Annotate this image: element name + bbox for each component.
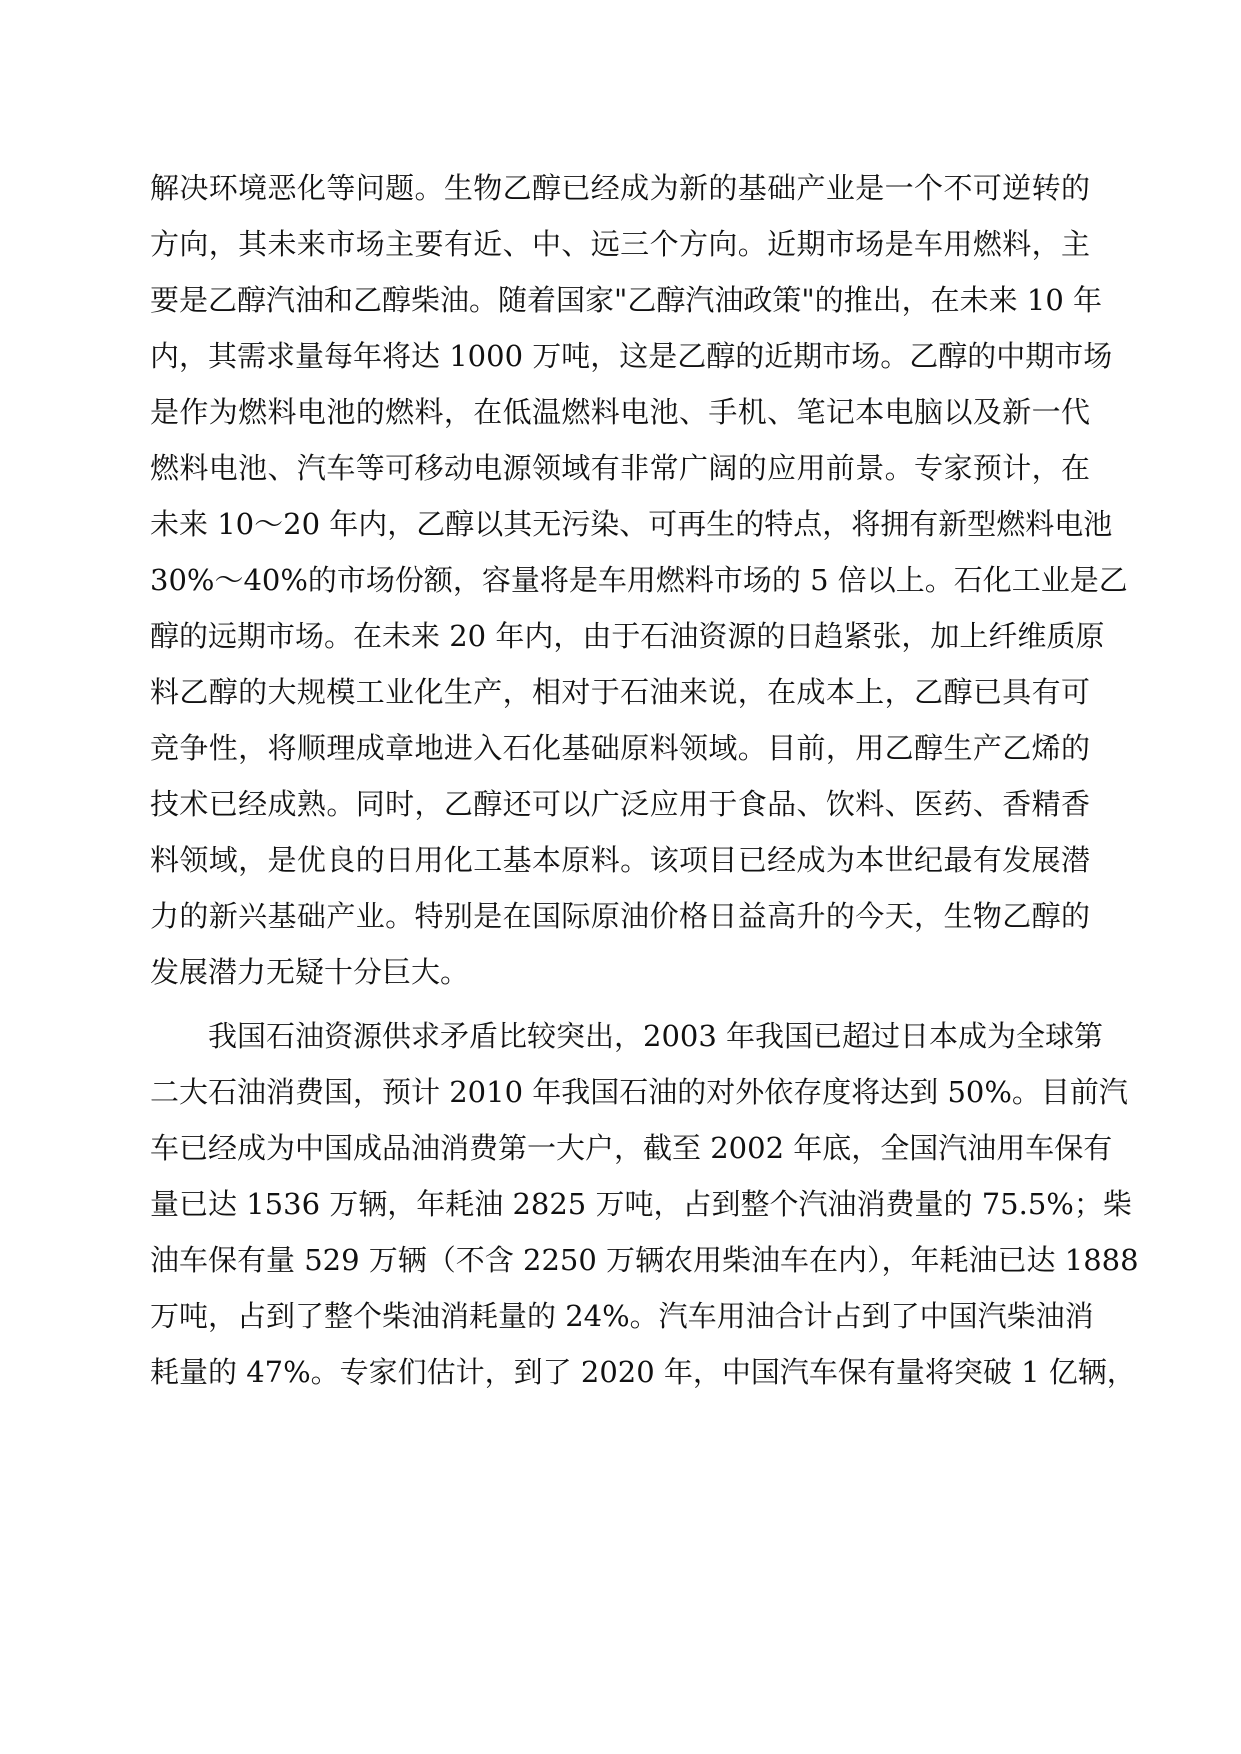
text-line: 万吨，占到了整个柴油消耗量的 24%。汽车用油合计占到了中国汽柴油消 (150, 1299, 1094, 1333)
text-line: 二大石油消费国，预计 2010 年我国石油的对外依存度将达到 50%。目前汽 (150, 1075, 1128, 1109)
text-line: 未来 10～20 年内，乙醇以其无污染、可再生的特点，将拥有新型燃料电池 (150, 507, 1113, 541)
text-line: 油车保有量 529 万辆（不含 2250 万辆农用柴油车在内），年耗油已达 1888 (150, 1243, 1139, 1277)
text-line: 量已达 1536 万辆，年耗油 2825 万吨，占到整个汽油消费量的 75.5%；柴 (150, 1187, 1132, 1221)
text-line: 力的新兴基础产业。特别是在国际原油价格日益高升的今天，生物乙醇的 (150, 899, 1090, 933)
text-line: 料乙醇的大规模工业化生产，相对于石油来说，在成本上，乙醇已具有可 (150, 675, 1090, 709)
text-line: 要是乙醇汽油和乙醇柴油。随着国家"乙醇汽油政策"的推出，在未来 10 年 (150, 283, 1103, 317)
paragraph-gap (150, 1000, 1090, 1008)
paragraph-1 (150, 160, 1128, 1000)
text-line: 30%～40%的市场份额，容量将是车用燃料市场的 5 倍以上。石化工业是乙 (150, 563, 1128, 597)
text-line: 技术已经成熟。同时，乙醇还可以广泛应用于食品、饮料、医药、香精香 (150, 787, 1090, 821)
text-line: 方向，其未来市场主要有近、中、远三个方向。近期市场是车用燃料，主 (150, 227, 1090, 261)
text-line: 料领域，是优良的日用化工基本原料。该项目已经成为本世纪最有发展潜 (150, 843, 1090, 877)
body-text (150, 160, 1139, 1400)
text-line: 发展潜力无疑十分巨大。 (150, 955, 470, 989)
text-line: 是作为燃料电池的燃料，在低温燃料电池、手机、笔记本电脑以及新一代 (150, 395, 1090, 429)
text-line: 车已经成为中国成品油消费第一大户，截至 2002 年底，全国汽油用车保有 (150, 1131, 1113, 1165)
text-line: 内，其需求量每年将达 1000 万吨，这是乙醇的近期市场。乙醇的中期市场 (150, 339, 1113, 373)
text-line: 竞争性，将顺理成章地进入石化基础原料领域。目前，用乙醇生产乙烯的 (150, 731, 1090, 765)
text-line: 解决环境恶化等问题。生物乙醇已经成为新的基础产业是一个不可逆转的 (150, 171, 1090, 205)
paragraph-2 (150, 1008, 1139, 1400)
text-line: 我国石油资源供求矛盾比较突出，2003 年我国已超过日本成为全球第 (208, 1019, 1104, 1053)
text-line: 耗量的 47%。专家们估计，到了 2020 年，中国汽车保有量将突破 1 亿辆， (150, 1355, 1136, 1389)
text-line: 醇的远期市场。在未来 20 年内，由于石油资源的日趋紧张，加上纤维质原 (150, 619, 1105, 653)
text-line: 燃料电池、汽车等可移动电源领域有非常广阔的应用前景。专家预计，在 (150, 451, 1090, 485)
